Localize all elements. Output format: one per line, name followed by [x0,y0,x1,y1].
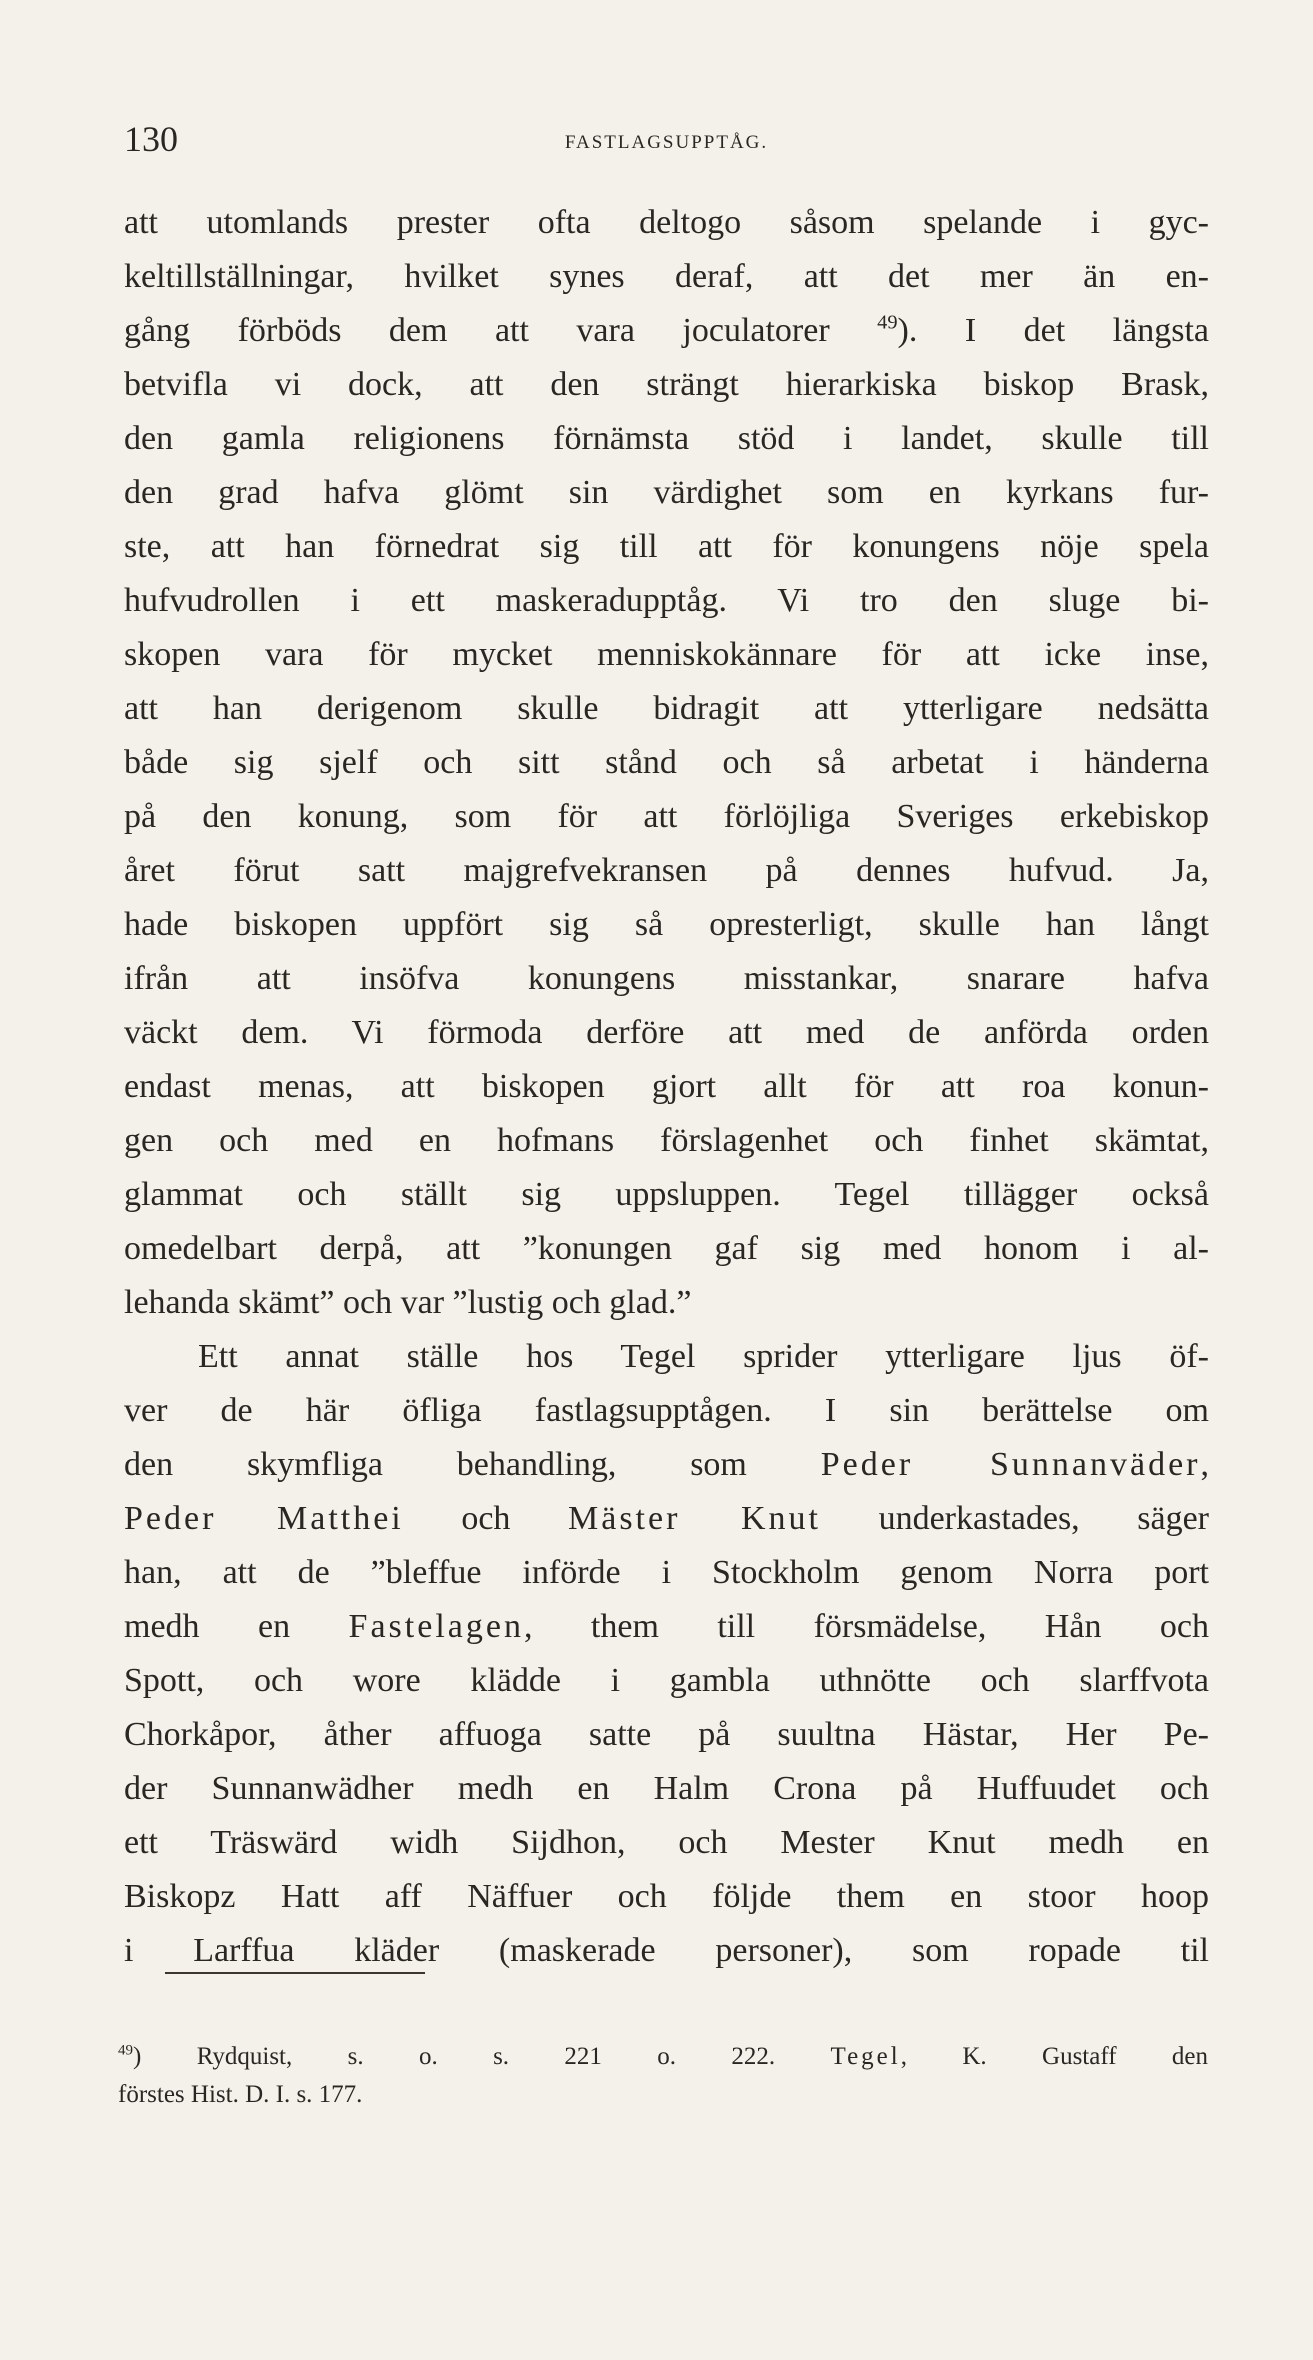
text-span: gång förböds dem att vara joculatorer [124,312,878,349]
text-line: betvifla vi dock, att den strängt hierarkiska biskop Brask, [124,366,1209,403]
text-line: ste, att han förnedrat sig till att för konungens nöje spela [124,528,1209,565]
text-line: året förut satt majgrefvekransen på dennes hufvud. Ja, [124,852,1209,889]
text-line: att han derigenom skulle bidragit att ytterligare nedsätta [124,690,1209,727]
text-line [124,1492,1209,1546]
text-line: ver de här öfliga fastlagsupptågen. I sin berättelse om [124,1392,1209,1429]
running-title: FASTLAGSUPPTÅG. [564,132,769,153]
text-line [124,1600,1209,1654]
author-name: Tegel [830,2043,901,2070]
page-number: 130 [124,119,178,159]
text-line: gen och med en hofmans förslagenhet och finhet skämtat, [124,1122,1209,1159]
text-line: både sig sjelf och sitt stånd och så arbetat i händerna [124,744,1209,781]
text-span: ) Rydquist, s. o. s. 221 o. 222. [133,2043,831,2070]
text-line [124,1438,1209,1492]
person-name: Peder Sunnanväder [820,1446,1201,1483]
person-name: Mäster Knut [568,1500,821,1537]
text-span: , [1200,1446,1209,1483]
text-line [124,304,1209,358]
text-span: ). I det längsta [897,312,1209,349]
text-span: underkastades, säger [821,1500,1209,1537]
text-line: den grad hafva glömt sin värdighet som en kyrkans fur- [124,474,1209,511]
text-line: Spott, och wore klädde i gambla uthnötte och slarffvota [124,1662,1209,1699]
text-line: den gamla religionens förnämsta stöd i landet, skulle till [124,420,1209,457]
footnote-line: förstes Hist. D. I. s. 177. [118,2081,363,2108]
footnote-reference[interactable]: 49 [877,311,898,334]
body-text [124,196,1209,1978]
footnote-line [118,2038,1208,2076]
text-line: på den konung, som för att förlöjliga Sveriges erkebiskop [124,798,1209,835]
page-header [124,118,1209,178]
footnote-divider [165,1972,425,1974]
footnotes [118,2038,1208,2114]
text-line: lehanda skämt” och var ”lustig och glad.” [124,1284,692,1321]
text-span: och [403,1500,568,1537]
text-line: Biskopz Hatt aff Näffuer och följde them en stoor hoop [124,1878,1209,1915]
text-line: omedelbart derpå, att ”konungen gaf sig med honom i al- [124,1230,1209,1267]
text-line: endast menas, att biskopen gjort allt för att roa konun- [124,1068,1209,1105]
text-line: ett Träswärd widh Sijdhon, och Mester Knut medh en [124,1824,1209,1861]
text-span: , them till försmädelse, Hån och [523,1608,1209,1645]
text-line: väckt dem. Vi förmoda derföre att med de anförda orden [124,1014,1209,1051]
text-span: medh en [124,1608,349,1645]
text-line: i Larffua kläder (maskerade personer), som ropade til [124,1932,1209,1969]
text-line: keltillställningar, hvilket synes deraf, att det mer än en- [124,258,1209,295]
text-line: der Sunnanwädher medh en Halm Crona på Huffuudet och [124,1770,1209,1807]
text-line: Ett annat ställe hos Tegel sprider ytterligare ljus öf- [198,1338,1209,1375]
text-line: glammat och ställt sig uppsluppen. Tegel tillägger också [124,1176,1209,1213]
text-span: , K. Gustaff den [900,2043,1208,2070]
text-line: han, att de ”bleffue införde i Stockholm genom Norra port [124,1554,1209,1591]
text-line: ifrån att insöfva konungens misstankar, snarare hafva [124,960,1209,997]
text-line: hufvudrollen i ett maskeradupptåg. Vi tro den sluge bi- [124,582,1209,619]
text-span: den skymfliga behandling, som [124,1446,821,1483]
person-name: Peder Matthei [124,1500,404,1537]
text-line: hade biskopen uppfört sig så opresterligt, skulle han långt [124,906,1209,943]
text-line: Chorkåpor, åther affuoga satte på suultna Hästar, Her Pe- [124,1716,1209,1753]
text-line: att utomlands prester ofta deltogo såsom spelande i gyc- [124,204,1209,241]
text-line: skopen vara för mycket menniskokännare för att icke inse, [124,636,1209,673]
footnote-marker: 49 [118,2042,133,2059]
emphasized-word: Fastelagen [348,1608,524,1645]
